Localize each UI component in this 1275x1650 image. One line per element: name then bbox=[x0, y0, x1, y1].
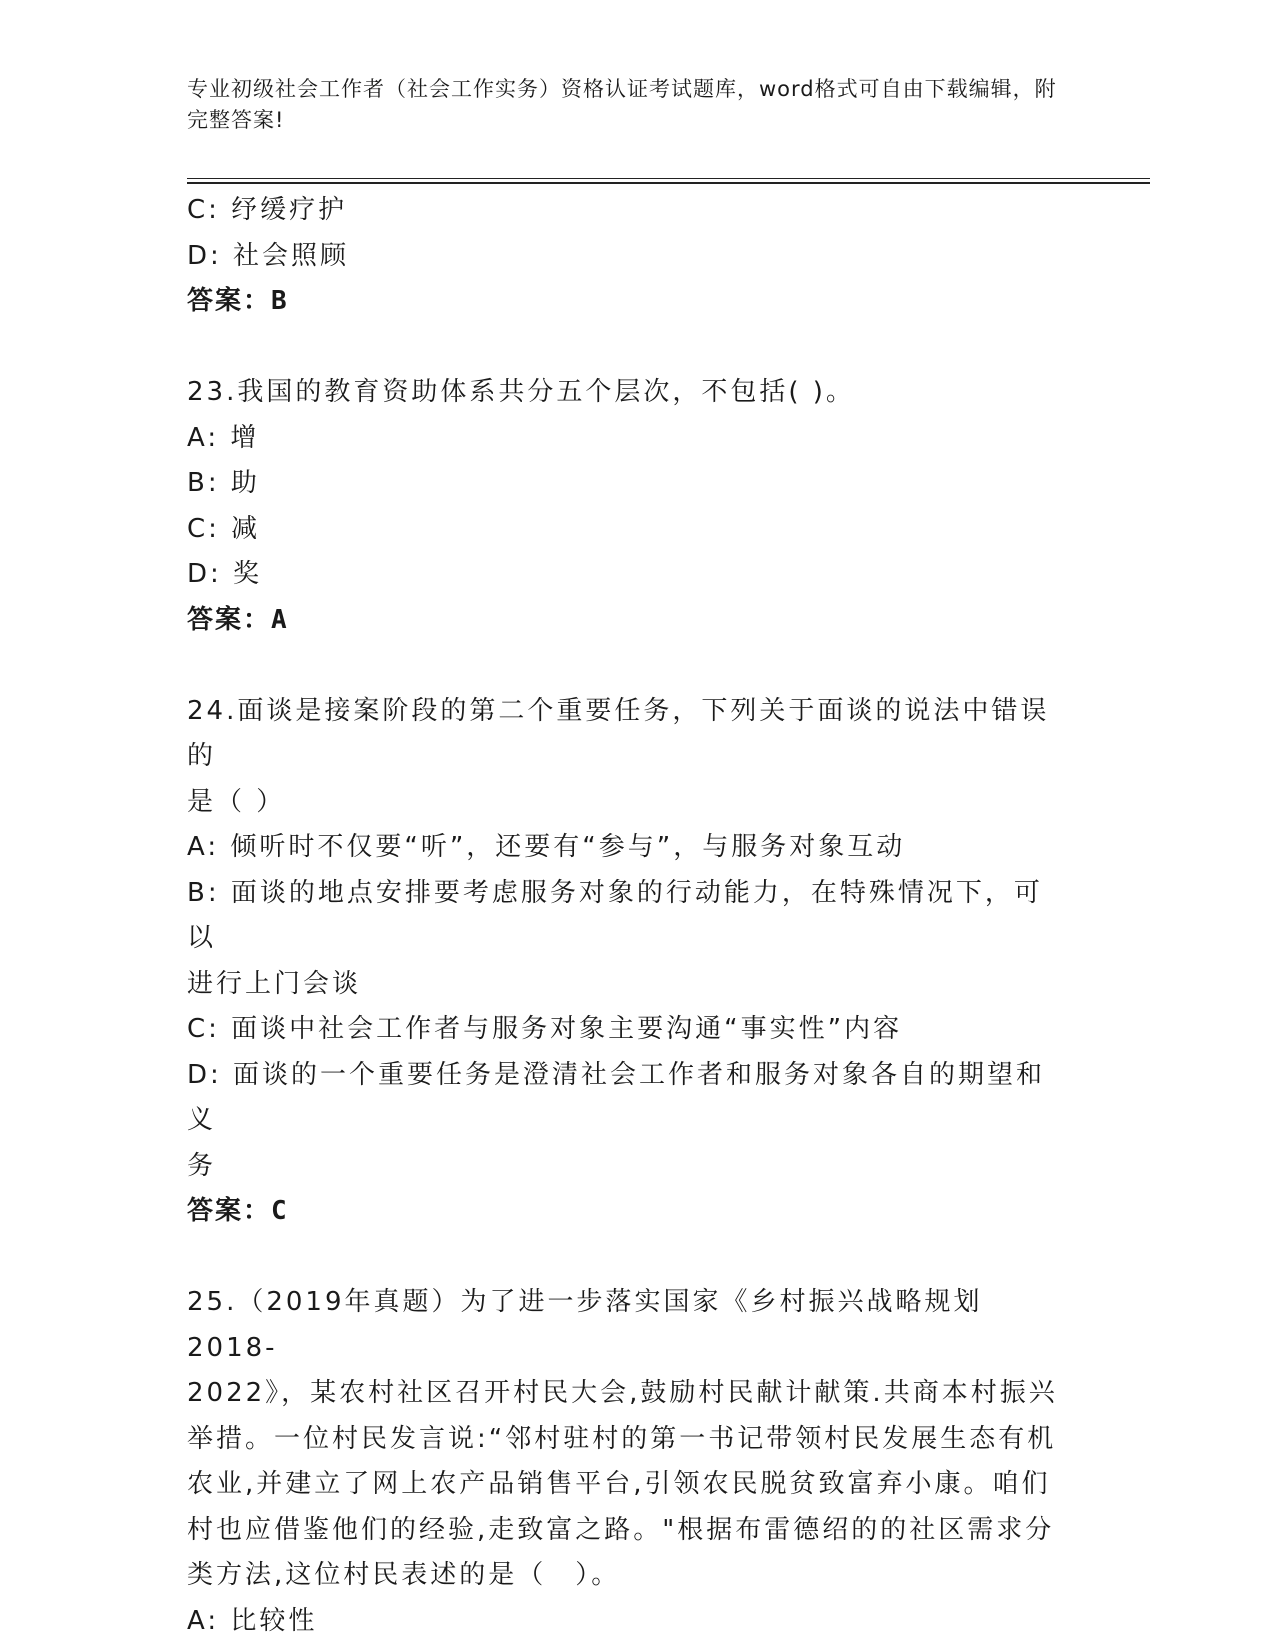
question-stem-line: 25.（2019年真题）为了进一步落实国家《乡村振兴战略规划2018- bbox=[187, 1287, 983, 1363]
question-24 bbox=[187, 689, 1067, 1235]
answer-label: 答案：B bbox=[187, 286, 289, 316]
option-b-line: 进行上门会谈 bbox=[187, 968, 362, 999]
question-stem-line: 村也应借鉴他们的经验,走致富之路。"根据布雷德绍的的社区需求分 bbox=[187, 1514, 1055, 1545]
option-c: C: 面谈中社会工作者与服务对象主要沟通“事实性”内容 bbox=[187, 1014, 903, 1044]
spacer bbox=[187, 643, 1067, 689]
option-d-line: D: 面谈的一个重要任务是澄清社会工作者和服务对象各自的期望和义 bbox=[187, 1059, 1046, 1135]
prev-question-block bbox=[187, 188, 1067, 325]
option-b: B: 助 bbox=[187, 468, 260, 498]
option-a: A: 增 bbox=[187, 422, 260, 453]
question-stem-line: 24.面谈是接案阶段的第二个重要任务，下列关于面谈的说法中错误的 bbox=[187, 695, 1050, 771]
question-stem: 23.我国的教育资助体系共分五个层次，不包括( )。 bbox=[187, 377, 855, 407]
question-content bbox=[187, 188, 1067, 1644]
page-header bbox=[187, 74, 1067, 136]
option-a: A: 比较性 bbox=[187, 1605, 318, 1636]
question-23 bbox=[187, 370, 1067, 643]
option-a: A: 倾听时不仅要“听”，还要有“参与”，与服务对象互动 bbox=[187, 832, 906, 862]
option-c: C: 减 bbox=[187, 513, 261, 544]
header-text: 专业初级社会工作者（社会工作实务）资格认证考试题库，word格式可自由下载编辑，附完整答案! bbox=[187, 77, 1057, 132]
answer-label: 答案：A bbox=[187, 604, 289, 635]
option-b-line: B: 面谈的地点安排要考虑服务对象的行动能力，在特殊情况下，可以 bbox=[187, 877, 1043, 953]
spacer bbox=[187, 325, 1067, 371]
spacer bbox=[187, 1235, 1067, 1281]
question-stem-line: 2022》，某农村社区召开村民大会,鼓励村民献计献策.共商本村振兴 bbox=[187, 1378, 1058, 1408]
question-stem-line: 类方法,这位村民表述的是（ ）。 bbox=[187, 1560, 621, 1590]
option-d: D: 奖 bbox=[187, 559, 263, 589]
answer-label: 答案：C bbox=[187, 1196, 289, 1226]
question-25 bbox=[187, 1280, 1067, 1644]
header-divider bbox=[187, 178, 1150, 184]
option-d: D: 社会照顾 bbox=[187, 240, 350, 271]
question-stem-line: 举措。一位村民发言说:“邻村驻村的第一书记带领村民发展生态有机 bbox=[187, 1423, 1057, 1454]
option-d-line: 务 bbox=[187, 1150, 217, 1181]
question-stem-line: 农业,并建立了网上农产品销售平台,引领农民脱贫致富弃小康。咱们 bbox=[187, 1469, 1051, 1499]
question-stem-line: 是（ ） bbox=[187, 786, 286, 817]
option-c: C: 纾缓疗护 bbox=[187, 195, 348, 225]
